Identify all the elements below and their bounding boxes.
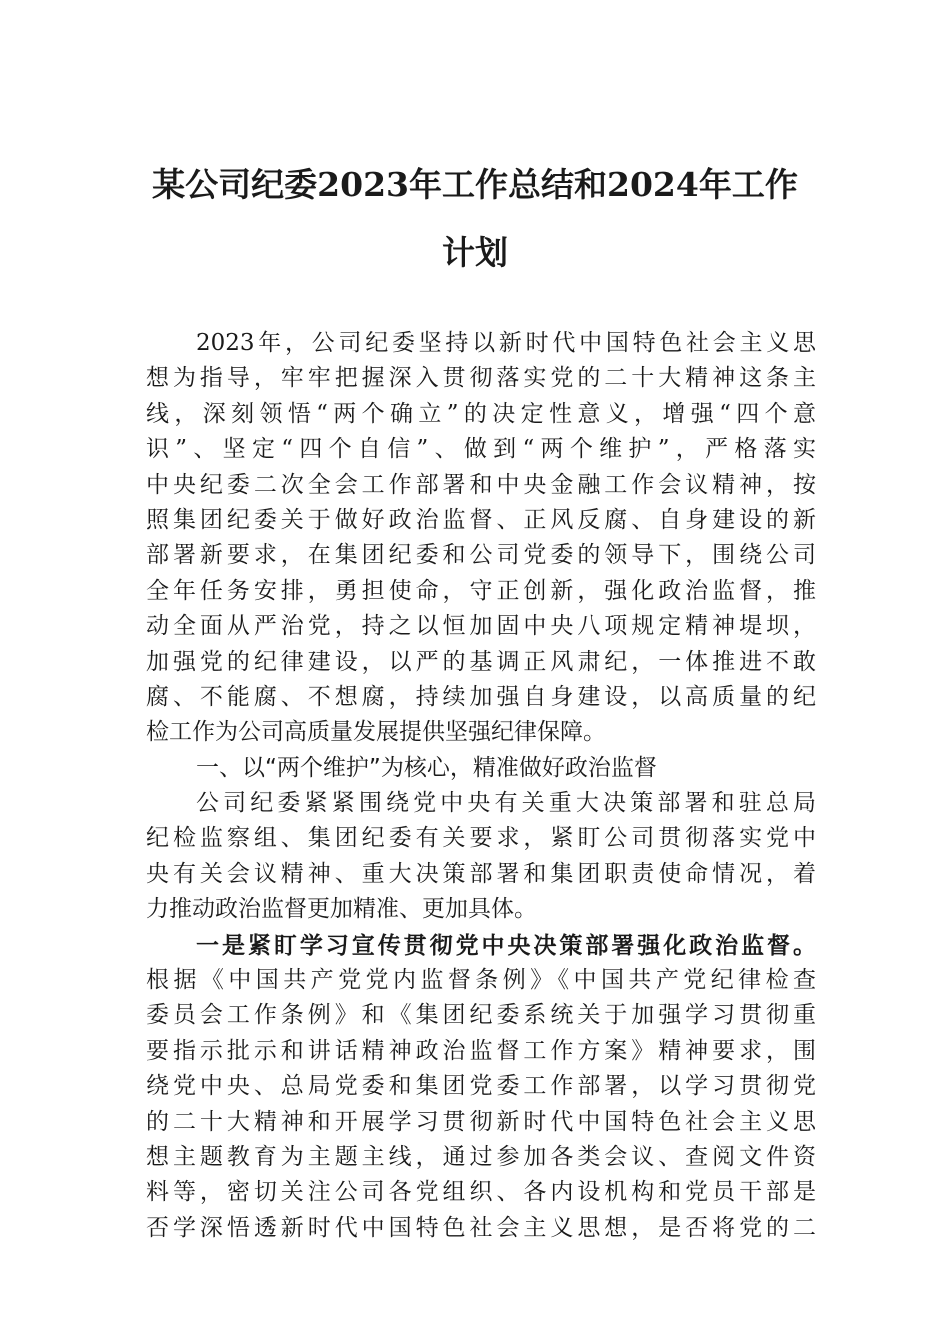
document-body <box>146 326 816 1246</box>
paragraph-line: 料等，密切关注公司各党组织、各内设机构和党员干部是 <box>146 1179 816 1206</box>
paragraph-line: 绕党中央、总局党委和集团党委工作部署，以学习贯彻党 <box>146 1073 816 1100</box>
paragraph-line: 2023年，公司纪委坚持以新时代中国特色社会主义思 <box>196 330 816 356</box>
paragraph-line: 根据《中国共产党党内监督条例》《中国共产党纪律检查 <box>146 967 816 994</box>
document-title-line-2: 计划 <box>442 233 508 272</box>
paragraph-line: 部署新要求，在集团纪委和公司党委的领导下，围绕公司 <box>146 542 816 569</box>
paragraph-line: 力推动政治监督更加精准、更加具体。 <box>146 896 537 923</box>
paragraph-line: 想主题教育为主题主线，通过参加各类会议、查阅文件资 <box>146 1143 816 1170</box>
paragraph-line: 的二十大精神和开展学习贯彻新时代中国特色社会主义思 <box>146 1108 816 1135</box>
paragraph-line: 否学深悟透新时代中国特色社会主义思想，是否将党的二 <box>146 1214 816 1241</box>
section-heading: 一、以“两个维护”为核心，精准做好政治监督 <box>196 754 657 781</box>
paragraph-line: 央有关会议精神、重大决策部署和集团职责使命情况，着 <box>146 860 816 887</box>
paragraph-line: 动全面从严治党，持之以恒加固中央八项规定精神堤坝， <box>146 613 816 640</box>
paragraph-line: 纪检监察组、集团纪委有关要求，紧盯公司贯彻落实党中 <box>146 825 816 852</box>
paragraph-line: 公司纪委紧紧围绕党中央有关重大决策部署和驻总局 <box>196 790 816 817</box>
paragraph-line: 腐、不能腐、不想腐，持续加强自身建设，以高质量的纪 <box>146 683 816 710</box>
paragraph-line: 中央纪委二次全会工作部署和中央金融工作会议精神，按 <box>146 471 816 498</box>
paragraph-line: 线，深刻领悟“两个确立”的决定性意义，增强“四个意 <box>146 400 816 427</box>
paragraph-line: 识”、坚定“四个自信”、做到“两个维护”，严格落实 <box>146 436 816 463</box>
paragraph-line: 检工作为公司高质量发展提供坚强纪律保障。 <box>146 719 606 746</box>
paragraph-line: 加强党的纪律建设，以严的基调正风肃纪，一体推进不敢 <box>146 648 816 675</box>
paragraph-line: 委员会工作条例》和《集团纪委系统关于加强学习贯彻重 <box>146 1002 816 1029</box>
paragraph-line: 全年任务安排，勇担使命，守正创新，强化政治监督，推 <box>146 577 816 604</box>
document-title-line-1: 某公司纪委2023年工作总结和2024年工作 <box>152 165 798 204</box>
subheading-line: 一是紧盯学习宣传贯彻党中央决策部署强化政治监督。 <box>196 931 816 959</box>
paragraph-line: 想为指导，牢牢把握深入贯彻落实党的二十大精神这条主 <box>146 365 816 392</box>
paragraph-line: 要指示批示和讲话精神政治监督工作方案》精神要求，围 <box>146 1037 816 1064</box>
paragraph-line: 照集团纪委关于做好政治监督、正风反腐、自身建设的新 <box>146 506 816 533</box>
